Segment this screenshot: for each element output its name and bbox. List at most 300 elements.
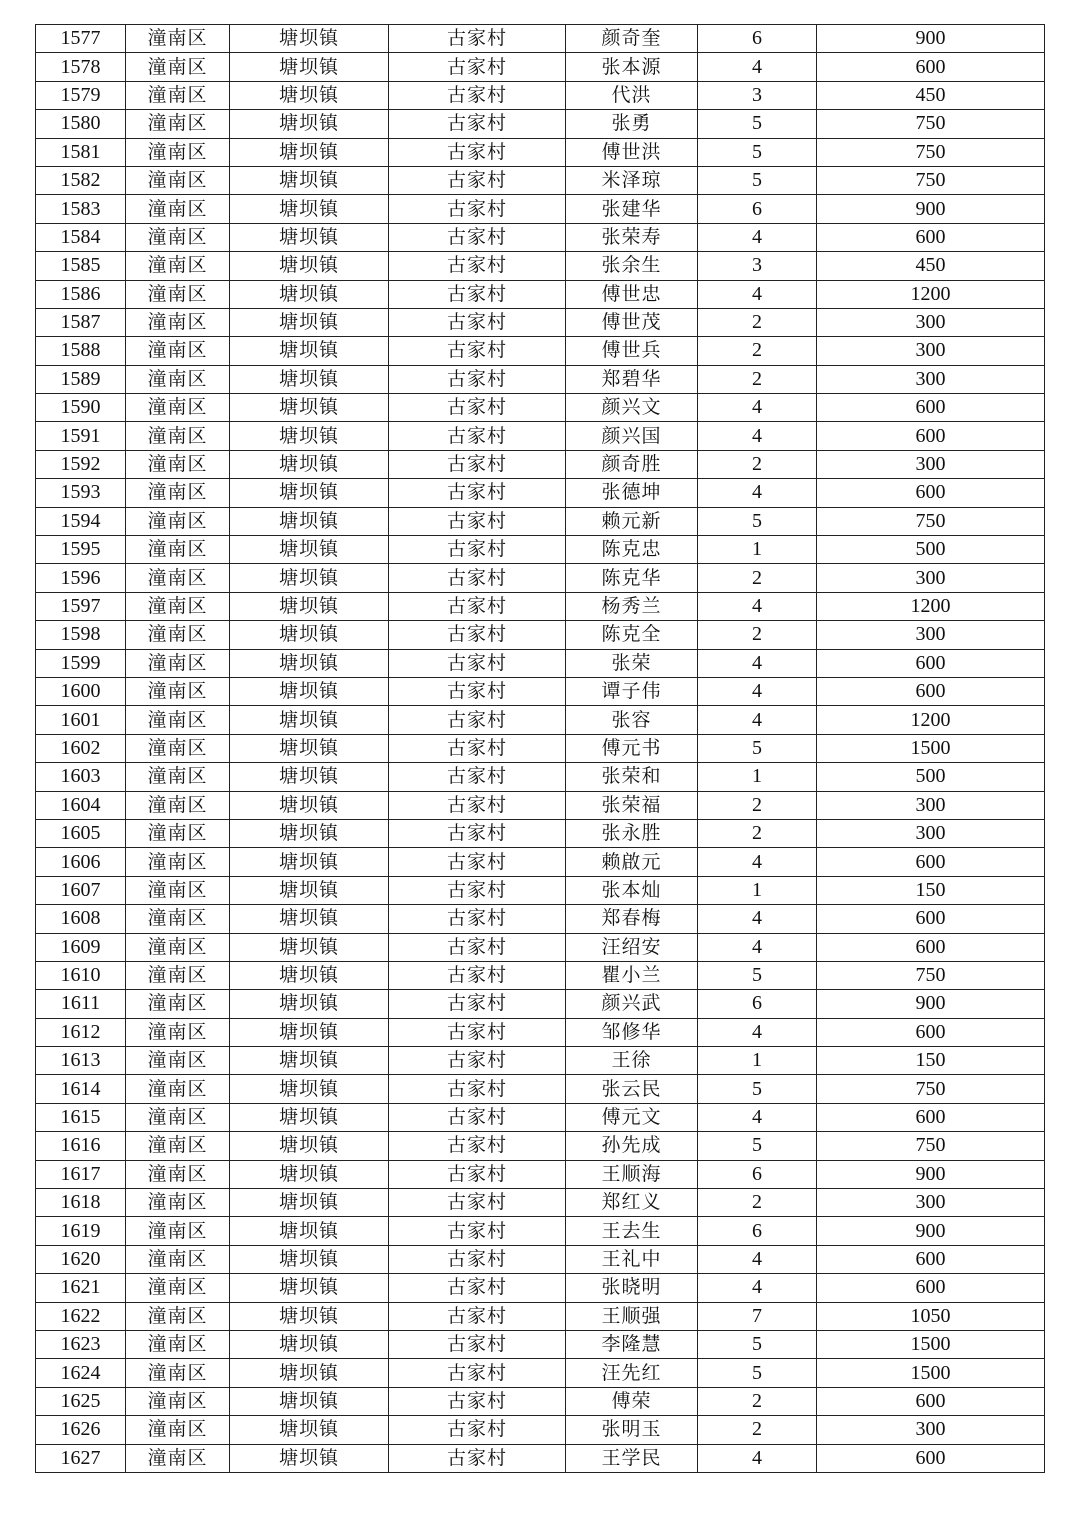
village-cell: 古家村 xyxy=(389,450,566,478)
household-count-cell: 4 xyxy=(698,905,817,933)
district-cell: 潼南区 xyxy=(126,621,230,649)
table-row xyxy=(36,53,1045,81)
name-cell: 王礼中 xyxy=(566,1245,698,1273)
household-count-cell: 2 xyxy=(698,365,817,393)
district-cell: 潼南区 xyxy=(126,1160,230,1188)
village-cell: 古家村 xyxy=(389,763,566,791)
seq-cell: 1586 xyxy=(36,280,126,308)
table-row xyxy=(36,933,1045,961)
name-cell: 张晓明 xyxy=(566,1274,698,1302)
town-cell: 塘坝镇 xyxy=(230,933,389,961)
household-count-cell: 5 xyxy=(698,1359,817,1387)
household-count-cell: 1 xyxy=(698,876,817,904)
district-cell: 潼南区 xyxy=(126,1416,230,1444)
amount-cell: 1200 xyxy=(817,592,1045,620)
amount-cell: 600 xyxy=(817,1274,1045,1302)
village-cell: 古家村 xyxy=(389,337,566,365)
town-cell: 塘坝镇 xyxy=(230,819,389,847)
town-cell: 塘坝镇 xyxy=(230,876,389,904)
table-row xyxy=(36,1047,1045,1075)
seq-cell: 1583 xyxy=(36,195,126,223)
district-cell: 潼南区 xyxy=(126,280,230,308)
amount-cell: 600 xyxy=(817,1387,1045,1415)
amount-cell: 300 xyxy=(817,308,1045,336)
village-cell: 古家村 xyxy=(389,1302,566,1330)
village-cell: 古家村 xyxy=(389,706,566,734)
table-row xyxy=(36,195,1045,223)
amount-cell: 900 xyxy=(817,990,1045,1018)
town-cell: 塘坝镇 xyxy=(230,990,389,1018)
amount-cell: 300 xyxy=(817,1416,1045,1444)
name-cell: 傅元文 xyxy=(566,1103,698,1131)
village-cell: 古家村 xyxy=(389,53,566,81)
village-cell: 古家村 xyxy=(389,507,566,535)
table-row xyxy=(36,649,1045,677)
seq-cell: 1598 xyxy=(36,621,126,649)
table-row xyxy=(36,564,1045,592)
household-count-cell: 5 xyxy=(698,1132,817,1160)
name-cell: 张荣福 xyxy=(566,791,698,819)
district-cell: 潼南区 xyxy=(126,1245,230,1273)
amount-cell: 1050 xyxy=(817,1302,1045,1330)
town-cell: 塘坝镇 xyxy=(230,677,389,705)
amount-cell: 750 xyxy=(817,507,1045,535)
household-count-cell: 5 xyxy=(698,507,817,535)
town-cell: 塘坝镇 xyxy=(230,649,389,677)
seq-cell: 1620 xyxy=(36,1245,126,1273)
table-row xyxy=(36,337,1045,365)
town-cell: 塘坝镇 xyxy=(230,1132,389,1160)
village-cell: 古家村 xyxy=(389,649,566,677)
town-cell: 塘坝镇 xyxy=(230,195,389,223)
village-cell: 古家村 xyxy=(389,1387,566,1415)
seq-cell: 1585 xyxy=(36,252,126,280)
town-cell: 塘坝镇 xyxy=(230,280,389,308)
amount-cell: 750 xyxy=(817,166,1045,194)
household-count-cell: 6 xyxy=(698,195,817,223)
table-row xyxy=(36,1274,1045,1302)
name-cell: 王顺强 xyxy=(566,1302,698,1330)
district-cell: 潼南区 xyxy=(126,1274,230,1302)
household-count-cell: 4 xyxy=(698,1274,817,1302)
name-cell: 谭子伟 xyxy=(566,677,698,705)
table-row xyxy=(36,394,1045,422)
name-cell: 颜奇奎 xyxy=(566,25,698,53)
table-row xyxy=(36,1160,1045,1188)
town-cell: 塘坝镇 xyxy=(230,1018,389,1046)
village-cell: 古家村 xyxy=(389,990,566,1018)
table-row xyxy=(36,763,1045,791)
name-cell: 傅世茂 xyxy=(566,308,698,336)
household-count-cell: 2 xyxy=(698,1416,817,1444)
district-cell: 潼南区 xyxy=(126,876,230,904)
seq-cell: 1589 xyxy=(36,365,126,393)
village-cell: 古家村 xyxy=(389,1416,566,1444)
town-cell: 塘坝镇 xyxy=(230,564,389,592)
amount-cell: 150 xyxy=(817,876,1045,904)
seq-cell: 1587 xyxy=(36,308,126,336)
town-cell: 塘坝镇 xyxy=(230,365,389,393)
village-cell: 古家村 xyxy=(389,677,566,705)
seq-cell: 1604 xyxy=(36,791,126,819)
table-row xyxy=(36,621,1045,649)
district-cell: 潼南区 xyxy=(126,564,230,592)
seq-cell: 1599 xyxy=(36,649,126,677)
name-cell: 张荣寿 xyxy=(566,223,698,251)
district-cell: 潼南区 xyxy=(126,1075,230,1103)
village-cell: 古家村 xyxy=(389,394,566,422)
amount-cell: 600 xyxy=(817,53,1045,81)
table-row xyxy=(36,1330,1045,1358)
amount-cell: 900 xyxy=(817,1160,1045,1188)
district-cell: 潼南区 xyxy=(126,81,230,109)
table-row xyxy=(36,990,1045,1018)
district-cell: 潼南区 xyxy=(126,1217,230,1245)
seq-cell: 1613 xyxy=(36,1047,126,1075)
village-cell: 古家村 xyxy=(389,536,566,564)
amount-cell: 600 xyxy=(817,933,1045,961)
amount-cell: 500 xyxy=(817,536,1045,564)
seq-cell: 1600 xyxy=(36,677,126,705)
household-count-cell: 2 xyxy=(698,819,817,847)
name-cell: 颜兴国 xyxy=(566,422,698,450)
name-cell: 汪绍安 xyxy=(566,933,698,961)
seq-cell: 1626 xyxy=(36,1416,126,1444)
village-cell: 古家村 xyxy=(389,1160,566,1188)
village-cell: 古家村 xyxy=(389,252,566,280)
name-cell: 汪先红 xyxy=(566,1359,698,1387)
town-cell: 塘坝镇 xyxy=(230,1444,389,1472)
town-cell: 塘坝镇 xyxy=(230,791,389,819)
district-cell: 潼南区 xyxy=(126,365,230,393)
household-count-cell: 2 xyxy=(698,1387,817,1415)
district-cell: 潼南区 xyxy=(126,706,230,734)
household-count-cell: 4 xyxy=(698,706,817,734)
amount-cell: 750 xyxy=(817,1075,1045,1103)
district-cell: 潼南区 xyxy=(126,394,230,422)
name-cell: 郑春梅 xyxy=(566,905,698,933)
name-cell: 郑碧华 xyxy=(566,365,698,393)
seq-cell: 1616 xyxy=(36,1132,126,1160)
seq-cell: 1588 xyxy=(36,337,126,365)
village-cell: 古家村 xyxy=(389,848,566,876)
town-cell: 塘坝镇 xyxy=(230,1302,389,1330)
town-cell: 塘坝镇 xyxy=(230,592,389,620)
household-count-cell: 5 xyxy=(698,734,817,762)
table-row xyxy=(36,905,1045,933)
table-row xyxy=(36,25,1045,53)
district-cell: 潼南区 xyxy=(126,110,230,138)
district-cell: 潼南区 xyxy=(126,308,230,336)
seq-cell: 1624 xyxy=(36,1359,126,1387)
table-row xyxy=(36,1018,1045,1046)
district-cell: 潼南区 xyxy=(126,1330,230,1358)
name-cell: 郑红义 xyxy=(566,1189,698,1217)
district-cell: 潼南区 xyxy=(126,734,230,762)
town-cell: 塘坝镇 xyxy=(230,394,389,422)
district-cell: 潼南区 xyxy=(126,252,230,280)
village-cell: 古家村 xyxy=(389,422,566,450)
household-count-cell: 2 xyxy=(698,564,817,592)
household-count-cell: 4 xyxy=(698,592,817,620)
seq-cell: 1607 xyxy=(36,876,126,904)
household-count-cell: 2 xyxy=(698,337,817,365)
seq-cell: 1584 xyxy=(36,223,126,251)
seq-cell: 1579 xyxy=(36,81,126,109)
village-cell: 古家村 xyxy=(389,1217,566,1245)
table-row xyxy=(36,308,1045,336)
district-cell: 潼南区 xyxy=(126,1018,230,1046)
name-cell: 王学民 xyxy=(566,1444,698,1472)
household-count-cell: 4 xyxy=(698,53,817,81)
seq-cell: 1591 xyxy=(36,422,126,450)
amount-cell: 600 xyxy=(817,649,1045,677)
village-cell: 古家村 xyxy=(389,734,566,762)
table-row xyxy=(36,1444,1045,1472)
household-count-cell: 3 xyxy=(698,81,817,109)
seq-cell: 1625 xyxy=(36,1387,126,1415)
amount-cell: 750 xyxy=(817,138,1045,166)
name-cell: 邹修华 xyxy=(566,1018,698,1046)
seq-cell: 1581 xyxy=(36,138,126,166)
village-cell: 古家村 xyxy=(389,280,566,308)
amount-cell: 750 xyxy=(817,1132,1045,1160)
district-cell: 潼南区 xyxy=(126,1103,230,1131)
seq-cell: 1578 xyxy=(36,53,126,81)
name-cell: 赖啟元 xyxy=(566,848,698,876)
town-cell: 塘坝镇 xyxy=(230,1387,389,1415)
amount-cell: 600 xyxy=(817,1103,1045,1131)
amount-cell: 500 xyxy=(817,763,1045,791)
district-cell: 潼南区 xyxy=(126,1132,230,1160)
seq-cell: 1619 xyxy=(36,1217,126,1245)
household-count-cell: 6 xyxy=(698,25,817,53)
seq-cell: 1595 xyxy=(36,536,126,564)
name-cell: 瞿小兰 xyxy=(566,961,698,989)
seq-cell: 1580 xyxy=(36,110,126,138)
town-cell: 塘坝镇 xyxy=(230,848,389,876)
household-count-cell: 4 xyxy=(698,933,817,961)
seq-cell: 1612 xyxy=(36,1018,126,1046)
table-row xyxy=(36,961,1045,989)
town-cell: 塘坝镇 xyxy=(230,1160,389,1188)
town-cell: 塘坝镇 xyxy=(230,166,389,194)
table-row xyxy=(36,450,1045,478)
table-row xyxy=(36,280,1045,308)
table-row xyxy=(36,706,1045,734)
town-cell: 塘坝镇 xyxy=(230,1416,389,1444)
town-cell: 塘坝镇 xyxy=(230,223,389,251)
household-count-cell: 2 xyxy=(698,1189,817,1217)
name-cell: 陈克华 xyxy=(566,564,698,592)
district-cell: 潼南区 xyxy=(126,905,230,933)
household-count-cell: 7 xyxy=(698,1302,817,1330)
seq-cell: 1621 xyxy=(36,1274,126,1302)
seq-cell: 1617 xyxy=(36,1160,126,1188)
seq-cell: 1592 xyxy=(36,450,126,478)
household-count-cell: 5 xyxy=(698,961,817,989)
amount-cell: 900 xyxy=(817,1217,1045,1245)
roster-table xyxy=(35,24,1045,1473)
village-cell: 古家村 xyxy=(389,138,566,166)
household-count-cell: 4 xyxy=(698,649,817,677)
table-row xyxy=(36,110,1045,138)
table-row xyxy=(36,1217,1045,1245)
name-cell: 米泽琼 xyxy=(566,166,698,194)
amount-cell: 600 xyxy=(817,394,1045,422)
district-cell: 潼南区 xyxy=(126,677,230,705)
name-cell: 张永胜 xyxy=(566,819,698,847)
village-cell: 古家村 xyxy=(389,1189,566,1217)
village-cell: 古家村 xyxy=(389,791,566,819)
household-count-cell: 4 xyxy=(698,280,817,308)
household-count-cell: 4 xyxy=(698,223,817,251)
district-cell: 潼南区 xyxy=(126,961,230,989)
household-count-cell: 6 xyxy=(698,990,817,1018)
table-row xyxy=(36,1245,1045,1273)
village-cell: 古家村 xyxy=(389,876,566,904)
amount-cell: 300 xyxy=(817,621,1045,649)
amount-cell: 1500 xyxy=(817,1359,1045,1387)
name-cell: 陈克忠 xyxy=(566,536,698,564)
household-count-cell: 6 xyxy=(698,1160,817,1188)
village-cell: 古家村 xyxy=(389,592,566,620)
village-cell: 古家村 xyxy=(389,1047,566,1075)
table-row xyxy=(36,1189,1045,1217)
seq-cell: 1622 xyxy=(36,1302,126,1330)
amount-cell: 300 xyxy=(817,450,1045,478)
town-cell: 塘坝镇 xyxy=(230,1189,389,1217)
village-cell: 古家村 xyxy=(389,25,566,53)
seq-cell: 1597 xyxy=(36,592,126,620)
name-cell: 张荣 xyxy=(566,649,698,677)
household-count-cell: 4 xyxy=(698,677,817,705)
seq-cell: 1594 xyxy=(36,507,126,535)
district-cell: 潼南区 xyxy=(126,1189,230,1217)
village-cell: 古家村 xyxy=(389,1330,566,1358)
household-count-cell: 4 xyxy=(698,1245,817,1273)
name-cell: 赖元新 xyxy=(566,507,698,535)
name-cell: 陈克全 xyxy=(566,621,698,649)
household-count-cell: 5 xyxy=(698,166,817,194)
household-count-cell: 5 xyxy=(698,110,817,138)
town-cell: 塘坝镇 xyxy=(230,734,389,762)
table-row xyxy=(36,536,1045,564)
seq-cell: 1610 xyxy=(36,961,126,989)
district-cell: 潼南区 xyxy=(126,1359,230,1387)
amount-cell: 300 xyxy=(817,365,1045,393)
town-cell: 塘坝镇 xyxy=(230,450,389,478)
seq-cell: 1582 xyxy=(36,166,126,194)
seq-cell: 1615 xyxy=(36,1103,126,1131)
name-cell: 王去生 xyxy=(566,1217,698,1245)
table-row xyxy=(36,848,1045,876)
village-cell: 古家村 xyxy=(389,1245,566,1273)
seq-cell: 1627 xyxy=(36,1444,126,1472)
name-cell: 张本灿 xyxy=(566,876,698,904)
town-cell: 塘坝镇 xyxy=(230,621,389,649)
village-cell: 古家村 xyxy=(389,166,566,194)
town-cell: 塘坝镇 xyxy=(230,1103,389,1131)
village-cell: 古家村 xyxy=(389,621,566,649)
household-count-cell: 5 xyxy=(698,138,817,166)
district-cell: 潼南区 xyxy=(126,53,230,81)
table-row xyxy=(36,592,1045,620)
town-cell: 塘坝镇 xyxy=(230,81,389,109)
district-cell: 潼南区 xyxy=(126,791,230,819)
table-row xyxy=(36,791,1045,819)
town-cell: 塘坝镇 xyxy=(230,1217,389,1245)
household-count-cell: 6 xyxy=(698,1217,817,1245)
town-cell: 塘坝镇 xyxy=(230,479,389,507)
town-cell: 塘坝镇 xyxy=(230,337,389,365)
town-cell: 塘坝镇 xyxy=(230,138,389,166)
household-count-cell: 4 xyxy=(698,479,817,507)
table-row xyxy=(36,876,1045,904)
village-cell: 古家村 xyxy=(389,1274,566,1302)
household-count-cell: 4 xyxy=(698,422,817,450)
household-count-cell: 4 xyxy=(698,1018,817,1046)
district-cell: 潼南区 xyxy=(126,536,230,564)
name-cell: 张本源 xyxy=(566,53,698,81)
name-cell: 张德坤 xyxy=(566,479,698,507)
town-cell: 塘坝镇 xyxy=(230,422,389,450)
town-cell: 塘坝镇 xyxy=(230,1359,389,1387)
table-row xyxy=(36,1075,1045,1103)
town-cell: 塘坝镇 xyxy=(230,25,389,53)
district-cell: 潼南区 xyxy=(126,223,230,251)
district-cell: 潼南区 xyxy=(126,592,230,620)
amount-cell: 1200 xyxy=(817,706,1045,734)
seq-cell: 1614 xyxy=(36,1075,126,1103)
amount-cell: 600 xyxy=(817,848,1045,876)
household-count-cell: 5 xyxy=(698,1075,817,1103)
village-cell: 古家村 xyxy=(389,819,566,847)
name-cell: 张容 xyxy=(566,706,698,734)
district-cell: 潼南区 xyxy=(126,507,230,535)
village-cell: 古家村 xyxy=(389,1018,566,1046)
town-cell: 塘坝镇 xyxy=(230,1047,389,1075)
village-cell: 古家村 xyxy=(389,81,566,109)
amount-cell: 300 xyxy=(817,337,1045,365)
table-row xyxy=(36,479,1045,507)
name-cell: 代洪 xyxy=(566,81,698,109)
district-cell: 潼南区 xyxy=(126,479,230,507)
name-cell: 孙先成 xyxy=(566,1132,698,1160)
district-cell: 潼南区 xyxy=(126,990,230,1018)
seq-cell: 1606 xyxy=(36,848,126,876)
seq-cell: 1577 xyxy=(36,25,126,53)
district-cell: 潼南区 xyxy=(126,166,230,194)
table-row xyxy=(36,1302,1045,1330)
town-cell: 塘坝镇 xyxy=(230,536,389,564)
town-cell: 塘坝镇 xyxy=(230,763,389,791)
seq-cell: 1608 xyxy=(36,905,126,933)
district-cell: 潼南区 xyxy=(126,195,230,223)
amount-cell: 300 xyxy=(817,791,1045,819)
household-count-cell: 4 xyxy=(698,394,817,422)
district-cell: 潼南区 xyxy=(126,138,230,166)
name-cell: 张勇 xyxy=(566,110,698,138)
name-cell: 王徐 xyxy=(566,1047,698,1075)
amount-cell: 600 xyxy=(817,479,1045,507)
household-count-cell: 2 xyxy=(698,450,817,478)
town-cell: 塘坝镇 xyxy=(230,961,389,989)
amount-cell: 450 xyxy=(817,81,1045,109)
village-cell: 古家村 xyxy=(389,1359,566,1387)
amount-cell: 600 xyxy=(817,223,1045,251)
town-cell: 塘坝镇 xyxy=(230,706,389,734)
